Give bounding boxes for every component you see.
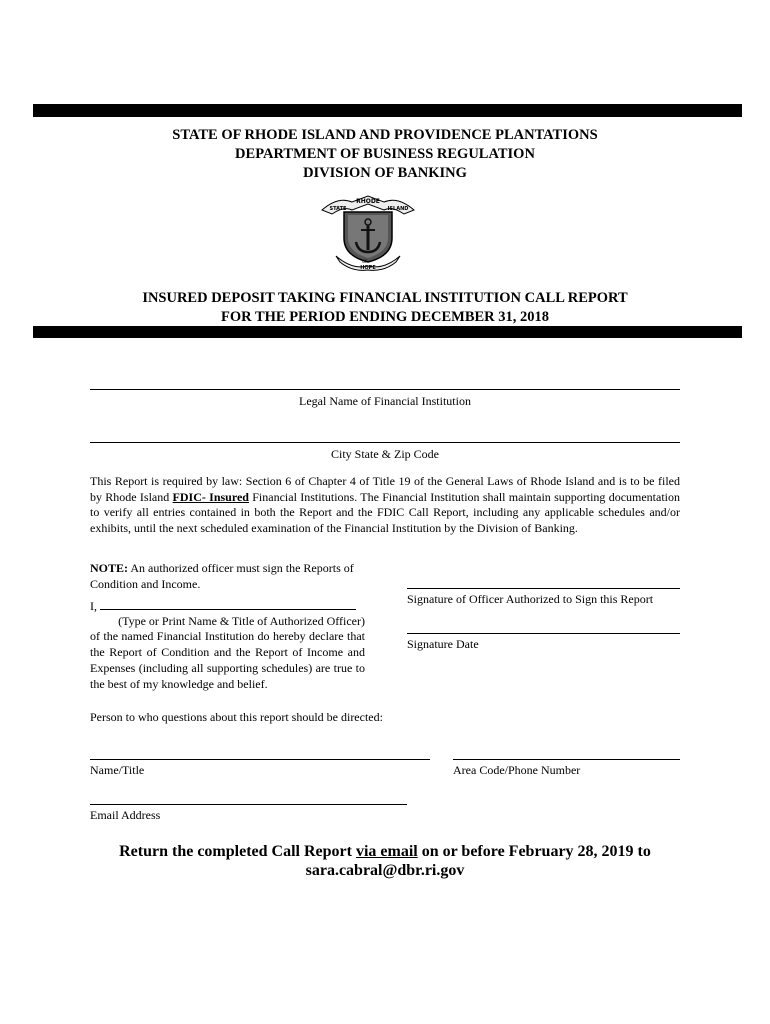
fdic-insured-emphasis: FDIC- Insured <box>172 489 249 504</box>
report-title: INSURED DEPOSIT TAKING FINANCIAL INSTITUTION CALL REPORT <box>142 290 628 306</box>
name-title-field[interactable] <box>90 759 430 760</box>
contact-intro: Person to who questions about this report should be directed: <box>90 710 383 724</box>
email-field[interactable] <box>90 804 407 805</box>
top-black-bar <box>33 104 742 117</box>
seal-text-left: STATE <box>329 206 347 212</box>
officer-name-row <box>90 598 365 614</box>
seal-text-bottom: HOPE <box>360 265 376 271</box>
officer-signature-field[interactable] <box>407 588 680 589</box>
phone-label: Area Code/Phone Number <box>453 763 581 777</box>
return-instructions <box>0 842 770 862</box>
law-text-part1: This Report is required by law: Section 6 of Chapter 4 of Title 19 of the General Laws of Rhode Island and is to be filed by Rhode Island <box>90 474 680 504</box>
phone-field[interactable] <box>453 759 680 760</box>
legal-name-label: Legal Name of Financial Institution <box>299 394 471 408</box>
seal-text-of: OF <box>362 259 368 264</box>
name-title-label: Name/Title <box>90 763 145 777</box>
legal-requirement-paragraph <box>90 474 680 536</box>
note-block <box>90 560 365 592</box>
seal-text-top: RHODE <box>356 198 380 205</box>
officer-name-field[interactable] <box>100 598 356 610</box>
i-prefix: I, <box>90 599 97 613</box>
signature-date-field[interactable] <box>407 633 680 634</box>
anchor-shield-seal-icon <box>318 190 418 272</box>
department-title: DEPARTMENT OF BUSINESS REGULATION <box>235 146 535 162</box>
city-state-zip-label: City State & Zip Code <box>331 447 439 461</box>
legal-name-field[interactable] <box>90 389 680 390</box>
report-period: FOR THE PERIOD ENDING DECEMBER 31, 2018 <box>220 309 550 325</box>
officer-name-hint: (Type or Print Name & Title of Authorized Officer) <box>118 614 365 628</box>
return-part1: Return the completed Call Report <box>119 843 356 860</box>
seal-text-right: ISLAND <box>387 206 409 212</box>
middle-black-bar <box>33 326 742 338</box>
declaration-text: of the named Financial Institution do hereby declare that the Report of Condition and the Report of Income and Expenses (including all supporting schedules) are true to the best of my knowledge and belief. <box>90 629 365 691</box>
note-text: An authorized officer must sign the Reports of Condition and Income. <box>90 561 354 591</box>
law-text-part2: Financial Institutions. The Financial Institution shall maintain supporting documentation to verify all entries contained in both the Report and the FDIC Call Report, including any applicable schedules and/or exhibits, until the next scheduled examination of the Financial Institution by the Division of Banking. <box>90 489 681 535</box>
officer-signature-label: Signature of Officer Authorized to Sign this Report <box>407 592 654 606</box>
signature-date-label: Signature Date <box>407 637 479 651</box>
note-label: NOTE: <box>90 561 129 575</box>
return-email-address[interactable]: sara.cabral@dbr.ri.gov <box>305 862 465 879</box>
via-email-text: via email <box>355 843 418 860</box>
return-part2: on or before February 28, 2019 to <box>417 843 651 860</box>
email-label: Email Address <box>90 808 161 822</box>
division-title: DIVISION OF BANKING <box>303 165 467 181</box>
state-title: STATE OF RHODE ISLAND AND PROVIDENCE PLANTATIONS <box>172 127 598 143</box>
city-state-zip-field[interactable] <box>90 442 680 443</box>
